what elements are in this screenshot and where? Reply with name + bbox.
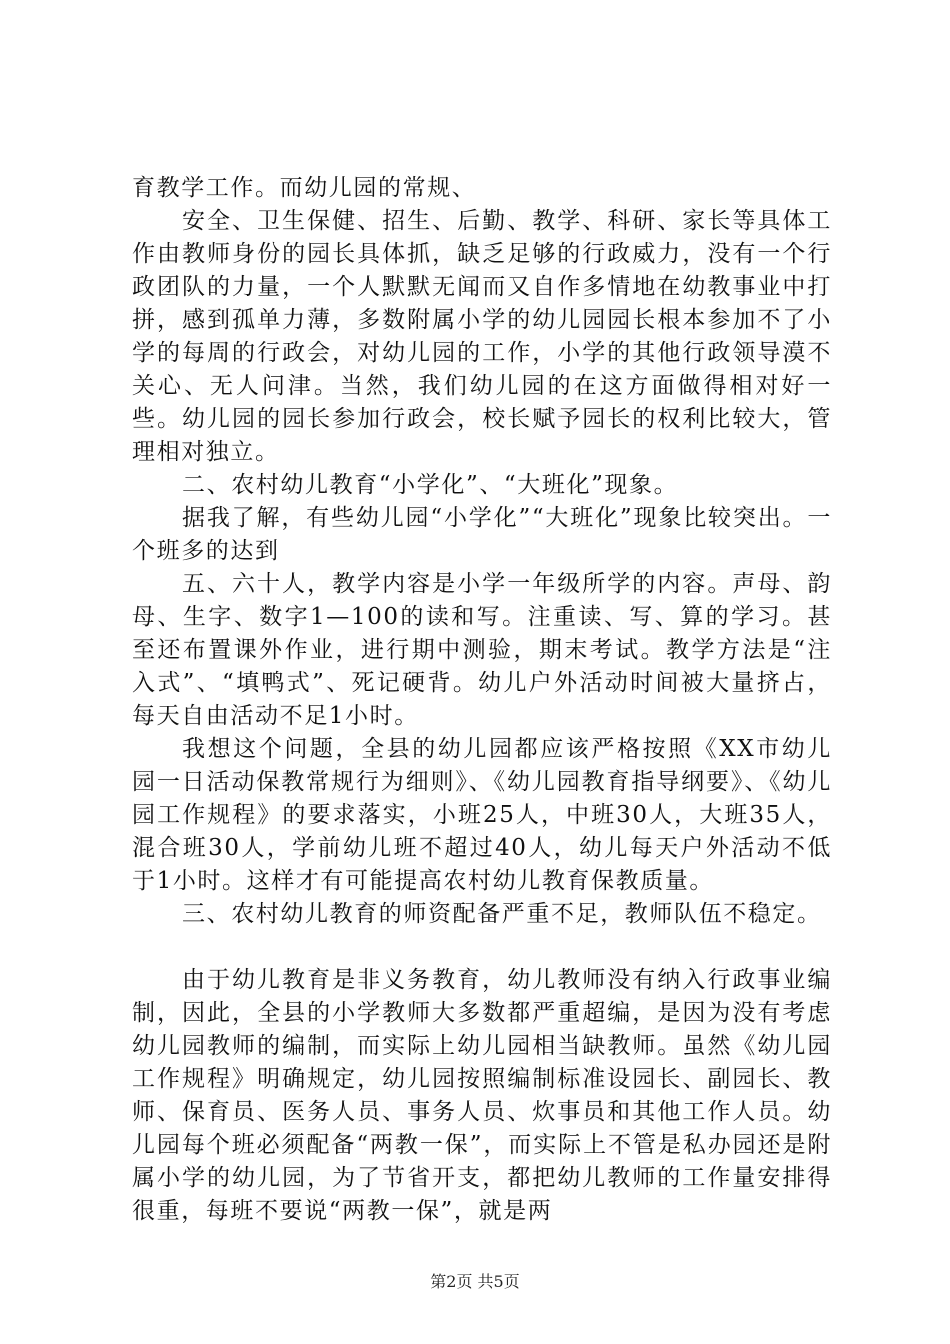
paragraph-staffing: 由于幼儿教育是非义务教育，幼儿教师没有纳入行政事业编制，因此，全县的小学教师大多数都严重超编，是因为没有考虑幼儿园教师的编制，而实际上幼儿园相当缺教师。虽然《幼儿园工作规程》明确规定，幼儿园按照编制标准设园长、副园长、教师、保育员、医务人员、事务人员、炊事员和其他工作人员。幼儿园每个班必须配备“两教一保”，而实际上不管是私办园还是附属小学的幼儿园，为了节省开支，都把幼儿教师的工作量安排得很重，每班不要说“两教一保”，就是两 [132, 967, 832, 1224]
section-heading-3: 三、农村幼儿教育的师资配备严重不足，教师队伍不稳定。 [182, 901, 822, 927]
paragraph-recommendation: 我想这个问题，全县的幼儿园都应该严格按照《XX市幼儿园一日活动保教常规行为细则》、《幼儿园教育指导纲要》、《幼儿园工作规程》的要求落实，小班25人，中班30人，大班35人，混合班30人，学前幼儿班不超过40人，幼儿每天户外活动不低于1小时。这样才有可能提高农村幼儿教育保教质量。 [132, 736, 832, 894]
paragraph-class-size-intro: 据我了解，有些幼儿园“小学化”“大班化”现象比较突出。一个班多的达到 [132, 505, 832, 564]
document-body [132, 172, 832, 1228]
section-heading-2: 二、农村幼儿教育“小学化”、“大班化”现象。 [182, 472, 679, 498]
page-footer: 第2页 共5页 [430, 1272, 520, 1291]
paragraph-admin-duties: 安全、卫生保健、招生、后勤、教学、科研、家长等具体工作由教师身份的园长具体抓，缺乏足够的行政威力，没有一个行政团队的力量，一个人默默无闻而又自作多情地在幼教事业中打拼，感到孤单力薄，多数附属小学的幼儿园园长根本参加不了小学的每周的行政会，对幼儿园的工作，小学的其他行政领导漠不关心、无人问津。当然，我们幼儿园的在这方面做得相对好一些。幼儿园的园长参加行政会，校长赋予园长的权利比较大，管理相对独立。 [132, 208, 832, 465]
paragraph-continuation: 育教学工作。而幼儿园的常规、 [132, 175, 477, 201]
paragraph-teaching-content: 五、六十人，教学内容是小学一年级所学的内容。声母、韵母、生字、数字1—100的读和写。注重读、写、算的学习。甚至还布置课外作业，进行期中测验，期末考试。教学方法是“注入式”、“填鸭式”、死记硬背。幼儿户外活动时间被大量挤占，每天自由活动不足1小时。 [132, 571, 832, 729]
